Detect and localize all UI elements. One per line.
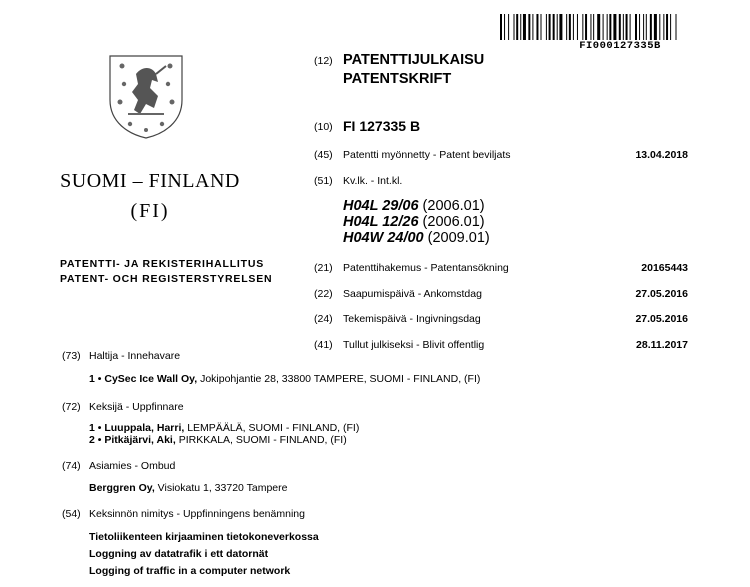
- field-code: (45): [314, 149, 333, 161]
- field-code: (74): [62, 460, 81, 472]
- grant-date-value: 13.04.2018: [635, 149, 688, 161]
- invention-title-en: Logging of traffic in a computer network: [89, 565, 291, 577]
- field-code: (21): [314, 262, 333, 274]
- publication-type-sv: PATENTSKRIFT: [343, 71, 452, 87]
- country-name: SUOMI – FINLAND: [60, 170, 240, 192]
- agent-entry: Berggren Oy, Visiokatu 1, 33720 Tampere: [89, 482, 288, 494]
- publication-type-fi: PATENTTIJULKAISU: [343, 52, 485, 68]
- publication-number: FI 127335 B: [343, 118, 421, 134]
- effective-date-label: Tekemispäivä - Ingivningsdag: [343, 313, 481, 325]
- ipc-label: Kv.lk. - Int.kl.: [343, 175, 403, 187]
- effective-date-value: 27.05.2016: [635, 313, 688, 325]
- application-number-label: Patenttihakemus - Patentansökning: [343, 262, 509, 274]
- invention-title-label: Keksinnön nimitys - Uppfinningens benämning: [89, 508, 305, 520]
- inventor-entry-2: 2 • Pitkäjärvi, Aki, PIRKKALA, SUOMI - FINLAND, (FI): [89, 434, 347, 446]
- ipc-code-3: H04W 24/00 (2009.01): [343, 230, 490, 246]
- barcode-number: FI000127335B: [579, 40, 661, 52]
- ipc-code-2: H04L 12/26 (2006.01): [343, 214, 485, 230]
- field-code: (10): [314, 121, 333, 133]
- public-date-value: 28.11.2017: [636, 339, 688, 351]
- field-code: (51): [314, 175, 333, 187]
- field-code: (73): [62, 350, 81, 362]
- filing-date-value: 27.05.2016: [635, 288, 688, 300]
- inventors-label: Keksijä - Uppfinnare: [89, 401, 184, 413]
- agent-label: Asiamies - Ombud: [89, 460, 176, 472]
- coat-of-arms-logo: [106, 52, 186, 140]
- grant-date-label: Patentti myönnetty - Patent beviljats: [343, 149, 511, 161]
- filing-date-label: Saapumispäivä - Ankomstdag: [343, 288, 482, 300]
- owner-label: Haltija - Innehavare: [89, 350, 181, 362]
- patent-office-name-fi: PATENTTI- JA REKISTERIHALLITUS: [60, 258, 265, 270]
- field-code: (41): [314, 339, 333, 351]
- country-code: (FI): [130, 200, 170, 222]
- field-code: (54): [62, 508, 81, 520]
- inventor-entry-1: 1 • Luuppala, Harri, LEMPÄÄLÄ, SUOMI - FINLAND, (FI): [89, 422, 360, 434]
- application-number-value: 20165443: [641, 262, 688, 274]
- ipc-code-1: H04L 29/06 (2006.01): [343, 198, 485, 214]
- field-code: (72): [62, 401, 81, 413]
- invention-title-fi: Tietoliikenteen kirjaaminen tietokoneverkossa: [89, 531, 319, 543]
- owner-entry: 1 • CySec Ice Wall Oy, Jokipohjantie 28, 33800 TAMPERE, SUOMI - FINLAND, (FI): [89, 373, 481, 385]
- barcode-image: [500, 14, 740, 40]
- field-code: (12): [314, 55, 333, 67]
- field-code: (24): [314, 313, 333, 325]
- field-code: (22): [314, 288, 333, 300]
- public-date-label: Tullut julkiseksi - Blivit offentlig: [343, 339, 485, 351]
- patent-office-name-sv: PATENT- OCH REGISTERSTYRELSEN: [60, 273, 273, 285]
- invention-title-sv: Loggning av datatrafik i ett datornät: [89, 548, 269, 560]
